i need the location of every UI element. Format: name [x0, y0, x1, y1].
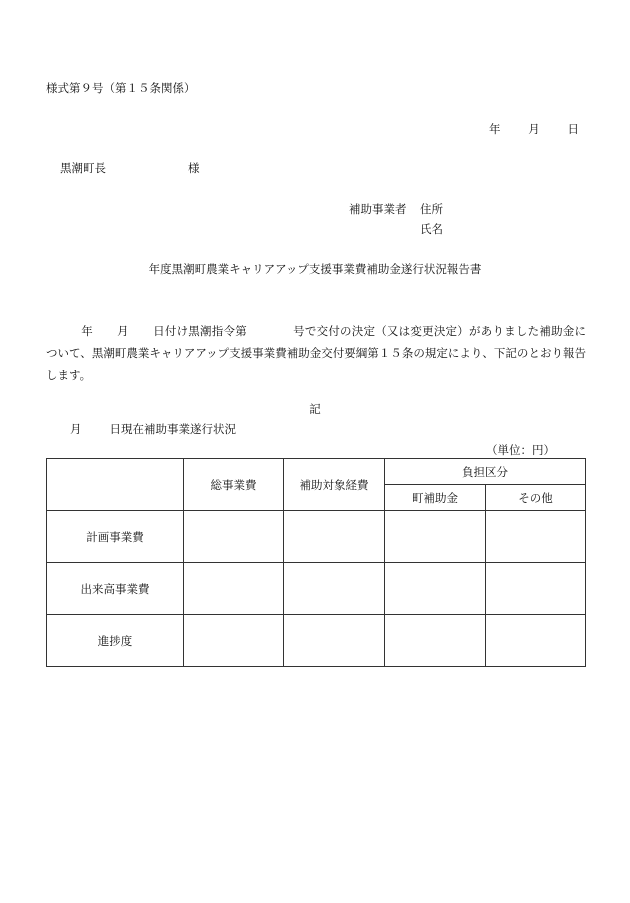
- recipient-line: [60, 160, 200, 176]
- cell-progress-eligible: [284, 615, 385, 667]
- date-day-label: 日: [567, 122, 579, 136]
- header-town-subsidy: 町補助金: [385, 485, 486, 511]
- recipient-name: 黒潮町長: [60, 161, 106, 175]
- cell-planned-other: [486, 511, 586, 563]
- status-line: [70, 421, 236, 437]
- header-eligible-cost: 補助対象経費: [284, 459, 385, 511]
- report-table: [46, 458, 586, 667]
- unit-label: （単位：円）: [486, 443, 555, 457]
- applicant-address-label: 住所: [420, 202, 443, 216]
- cell-actual-total: [184, 563, 284, 615]
- date-line: [489, 121, 579, 137]
- body-year: 年: [81, 324, 93, 338]
- cell-progress-town: [385, 615, 486, 667]
- cell-planned-town: [385, 511, 486, 563]
- cell-actual-town: [385, 563, 486, 615]
- document-title: 年度黒潮町農業キャリアアップ支援事業費補助金遂行状況報告書: [148, 262, 482, 276]
- row-label-planned: 計画事業費: [47, 511, 184, 563]
- header-burden-division: 負担区分: [385, 459, 586, 485]
- date-month-label: 月: [528, 122, 540, 136]
- cell-progress-other: [486, 615, 586, 667]
- header-total-cost: 総事業費: [184, 459, 284, 511]
- cell-planned-eligible: [284, 511, 385, 563]
- cell-actual-eligible: [284, 563, 385, 615]
- cell-progress-total: [184, 615, 284, 667]
- applicant-label: 補助事業者: [349, 202, 407, 216]
- status-month: 月: [70, 422, 82, 436]
- recipient-honorific: 様: [188, 161, 200, 175]
- applicant-name-label: 氏名: [420, 222, 443, 236]
- row-label-actual: 出来高事業費: [47, 563, 184, 615]
- ki-heading: 記: [309, 402, 321, 416]
- body-paragraph: [46, 320, 586, 386]
- table-row: [47, 563, 586, 615]
- table-row: [47, 615, 586, 667]
- header-blank-cell: [47, 459, 184, 511]
- row-label-progress: 進捗度: [47, 615, 184, 667]
- status-rest: 日現在補助事業遂行状況: [109, 422, 236, 436]
- table-row: [47, 511, 586, 563]
- body-day-prefix: 日付け黒潮指令第: [152, 324, 247, 338]
- date-year-label: 年: [489, 122, 501, 136]
- body-month: 月: [116, 324, 129, 338]
- header-other: その他: [486, 485, 586, 511]
- cell-actual-other: [486, 563, 586, 615]
- table-header-row: [47, 459, 586, 485]
- body-number-suffix: 号で交付の決定（又は変更決定）がありました補助金について、黒潮町農業キャリアアップ支援事業費補助金交付要綱第１５条の規定により、下記のとおり報告します。: [46, 324, 587, 382]
- form-number: 様式第９号（第１５条関係）: [46, 81, 196, 95]
- cell-planned-total: [184, 511, 284, 563]
